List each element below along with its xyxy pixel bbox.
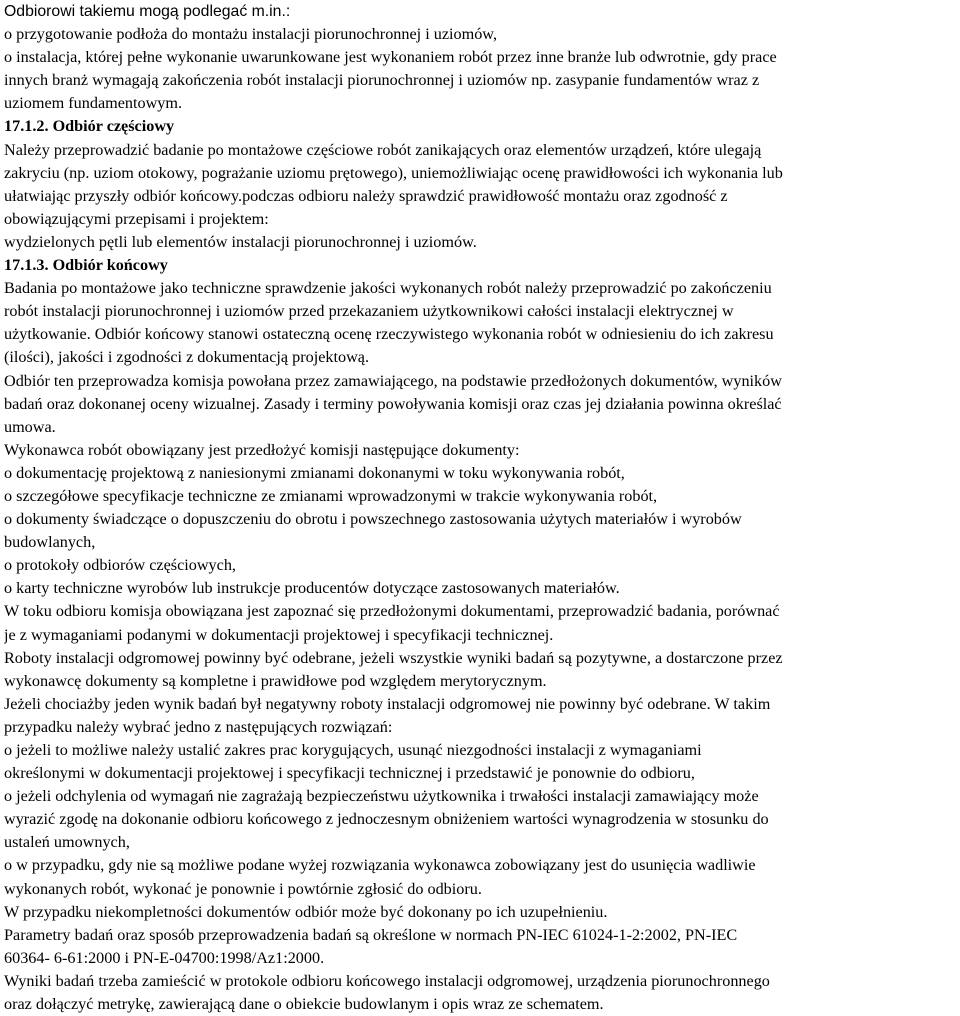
list-item: o dokumenty świadczące o dopuszczeniu do obrotu i powszechnego zastosowania użytych materiałów i wyrobów <box>4 510 742 529</box>
list-item: o dokumentację projektową z naniesionymi zmianami dokonanymi w toku wykonywania robót, <box>4 463 625 482</box>
list-item: o instalacja, której pełne wykonanie uwarunkowane jest wykonaniem robót przez inne branże lub odwrotnie, gdy prace <box>4 48 777 67</box>
paragraph-line: je z wymaganiami podanymi w dokumentacji projektowej i specyfikacji technicznej. <box>4 625 554 644</box>
paragraph-line: badań oraz dokonanej oceny wizualnej. Zasady i terminy powoływania komisji oraz czas jej działania powinna określać <box>4 394 782 413</box>
section-heading: 17.1.2. Odbiór częściowy <box>4 117 175 136</box>
paragraph-line: umowa. <box>4 417 56 436</box>
paragraph-line: użytkowanie. Odbiór końcowy stanowi ostateczną ocenę rzeczywistego wykonania robót w odniesieniu do ich zakresu <box>4 325 774 344</box>
paragraph-line: Jeżeli chociażby jeden wynik badań był negatywny roboty instalacji odgromowej nie powinny być odebrane. W takim <box>4 694 771 713</box>
list-item: o w przypadku, gdy nie są możliwe podane wyżej rozwiązania wykonawca zobowiązany jest do usunięcia wadliwie <box>4 856 756 875</box>
paragraph-line: zakryciu (np. uziom otokowy, pograżanie uziomu prętowego), uniemożliwiając ocenę prawidłowości ich wykonania lub <box>4 163 783 182</box>
paragraph-line: Wykonawca robót obowiązany jest przedłożyć komisji następujące dokumenty: <box>4 440 520 459</box>
section-heading: 17.1.3. Odbiór końcowy <box>4 256 168 275</box>
paragraph-line: Należy przeprowadzić badanie po montażowe częściowe robót zanikających oraz elementów urządzeń, które ulegają <box>4 140 762 159</box>
paragraph-line: ułatwiając przyszły odbiór końcowy.podczas odbioru należy sprawdzić prawidłowość montażu oraz zgodność z <box>4 186 728 205</box>
list-item: budowlanych, <box>4 533 96 552</box>
paragraph-line: Odbiór ten przeprowadza komisja powołana przez zamawiającego, na podstawie przedłożonych dokumentów, wyników <box>4 371 782 390</box>
list-item: wykonanych robót, wykonać je ponownie i powtórnie zgłosić do odbioru. <box>4 879 482 898</box>
list-item: o przygotowanie podłoża do montażu instalacji piorunochronnej i uziomów, <box>4 25 497 44</box>
paragraph-line: Roboty instalacji odgromowej powinny być odebrane, jeżeli wszystkie wyniki badań są pozytywne, a dostarczone przez <box>4 648 783 667</box>
intro-line: Odbiorowi takiemu mogą podlegać m.in.: <box>4 3 291 20</box>
paragraph-line: (ilości), jakości i zgodności z dokumentacją projektową. <box>4 348 370 367</box>
paragraph-line: wykonawcę dokumenty są kompletne i prawidłowe pod względem merytorycznym. <box>4 671 547 690</box>
paragraph-line: oraz dołączyć metrykę, zawierającą dane o obiekcie budowlanym i opis wraz ze schematem. <box>4 995 604 1014</box>
paragraph-line: przypadku należy wybrać jedno z następujących rozwiązań: <box>4 717 393 736</box>
paragraph-line: Badania po montażowe jako techniczne sprawdzenie jakości wykonanych robót należy przeprowadzić po zakończeniu <box>4 279 772 298</box>
paragraph-line: Parametry badań oraz sposób przeprowadzenia badań są określone w normach PN-IEC 61024-1-2:2002, PN-IEC <box>4 925 738 944</box>
paragraph-line: robót instalacji piorunochronnej i uziomów przed przekazaniem użytkownikowi całości instalacji elektrycznej w <box>4 302 734 321</box>
paragraph-line: wydzielonych pętli lub elementów instalacji piorunochronnej i uziomów. <box>4 232 477 251</box>
list-item: o protokoły odbiorów częściowych, <box>4 556 236 575</box>
paragraph-line: innych branż wymagają zakończenia robót instalacji piorunochronnej i uziomów np. zasypanie fundamentów wraz z <box>4 71 760 90</box>
paragraph-line: 60364- 6-61:2000 i PN-E-04700:1998/Az1:2000. <box>4 948 325 967</box>
list-item: o szczegółowe specyfikacje techniczne ze zmianami wprowadzonymi w trakcie wykonywania robót, <box>4 486 658 505</box>
paragraph-line: W przypadku niekompletności dokumentów odbiór może być dokonany po ich uzupełnieniu. <box>4 902 608 921</box>
list-item: określonymi w dokumentacji projektowej i specyfikacji technicznej i przedstawić je ponownie do odbioru, <box>4 764 695 783</box>
paragraph-line: uziomem fundamentowym. <box>4 94 183 113</box>
list-item: wyrazić zgodę na dokonanie odbioru końcowego z jednoczesnym obniżeniem wartości wynagrodzenia w stosunku do <box>4 810 769 829</box>
paragraph-line: Wyniki badań trzeba zamieścić w protokole odbioru końcowego instalacji odgromowej, urządzenia piorunochronnego <box>4 971 770 990</box>
list-item: ustaleń umownych, <box>4 833 130 852</box>
paragraph-line: W toku odbioru komisja obowiązana jest zapoznać się przedłożonymi dokumentami, przeprowadzić badania, porównać <box>4 602 780 621</box>
list-item: o jeżeli odchylenia od wymagań nie zagrażają bezpieczeństwu użytkownika i trwałości instalacji zamawiający może <box>4 787 759 806</box>
list-item: o karty techniczne wyrobów lub instrukcje producentów dotyczące zastosowanych materiałów. <box>4 579 620 598</box>
paragraph-line: obowiązującymi przepisami i projektem: <box>4 209 269 228</box>
list-item: o jeżeli to możliwe należy ustalić zakres prac korygujących, usunąć niezgodności instalacji z wymaganiami <box>4 741 702 759</box>
